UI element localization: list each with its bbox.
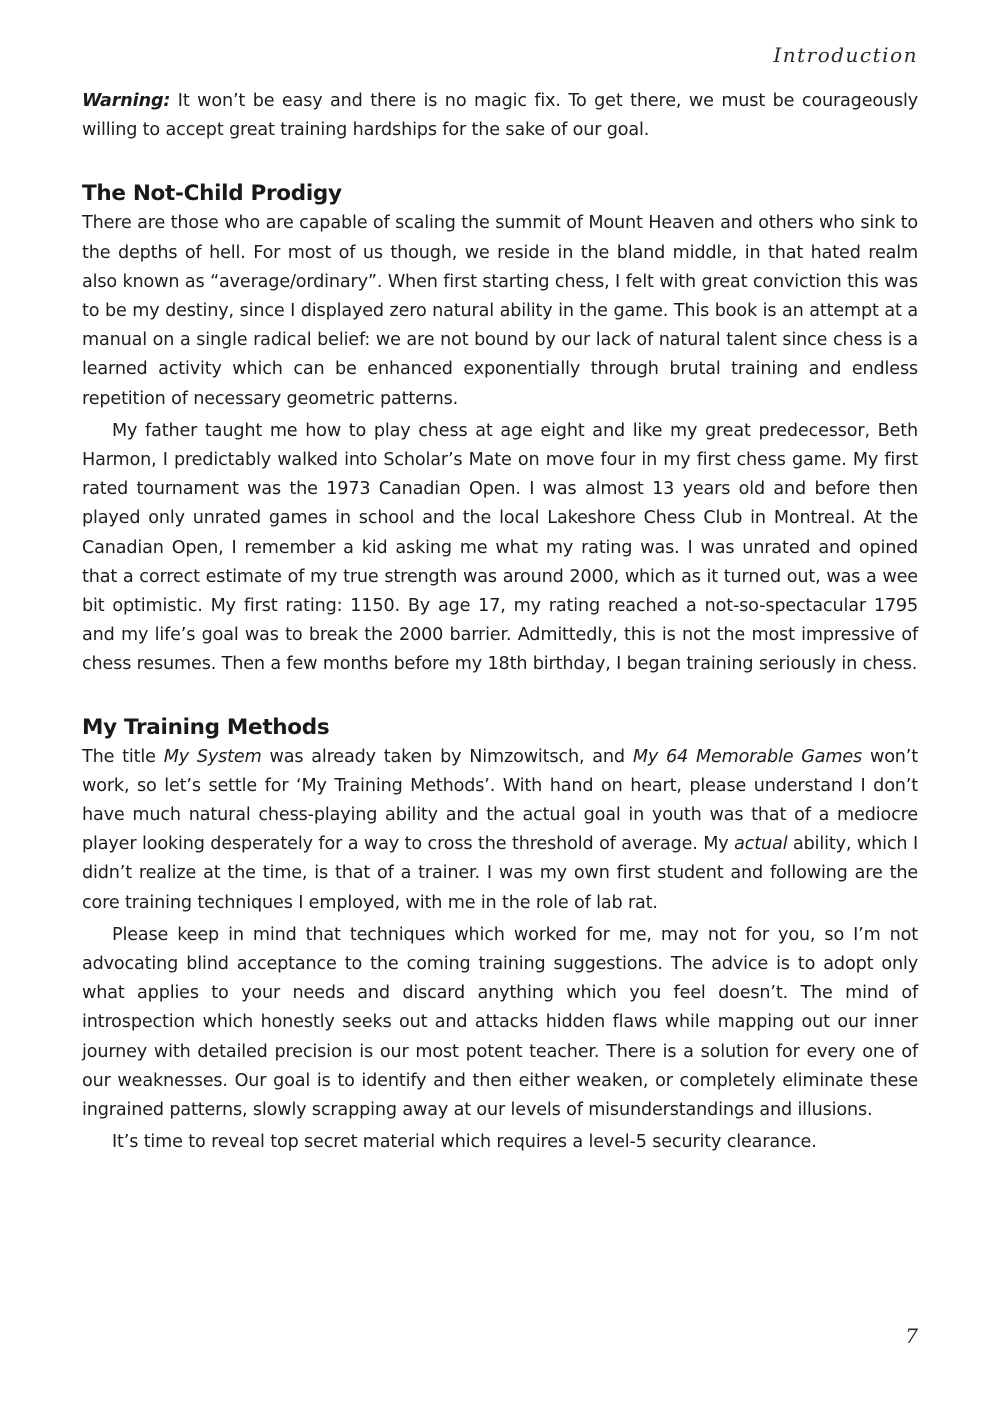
text-run: won’t work, so let’s settle for ‘My Training Methods’. With hand on heart, please understand I don’t have much natural chess-playing ability and the actual goal in youth was that of a mediocre player looking desperately for a way to cross the threshold of average. My: [82, 746, 919, 855]
body-text: [82, 87, 918, 1158]
paragraph: My father taught me how to play chess at age eight and like my great predecessor, Beth Harmon, I predictably walked into Scholar’s Mate on move four in my first chess game. My first rated tournament was the 1973 Canadian Open. I was almost 13 years old and before then played only unrated games in school and the local Lakeshore Chess Club in Montreal. At the Canadian Open, I remember a kid asking me what my rating was. I was unrated and opined that a correct estimate of my true strength was around 2000, which as it turned out, was a wee bit optimistic. My first rating: 1150. By age 17, my rating reached a not-so-spectacular 1795 and my life’s goal was to break the 2000 barrier. Admittedly, this is not the most impressive of chess resumes. Then a few months before my 18th birthday, I began training seriously in chess.: [82, 420, 918, 675]
warning-paragraph: [82, 87, 918, 145]
section-heading-training-methods: My Training Methods: [82, 714, 330, 740]
text-run: ability, which I didn’t realize at the time, is that of a trainer. I was my own first student and following are the core training techniques I employed, with me in the role of lab rat.: [82, 834, 919, 913]
text-run: The title: [82, 746, 164, 767]
paragraph: There are those who are capable of scaling the summit of Mount Heaven and others who sink to the depths of hell. For most of us though, we reside in the bland middle, in that hated realm also known as “average/ordinary”. When first starting chess, I felt with great conviction this was to be my destiny, since I displayed zero natural ability in the game. This book is an attempt at a manual on a single radical belief: we are not bound by our lack of natural talent since chess is a learned activity which can be enhanced exponentially through brutal training and endless repetition of necessary geometric patterns.: [82, 213, 918, 409]
page-number: 7: [905, 1324, 918, 1348]
warning-label: Warning:: [82, 91, 171, 111]
paragraph: Please keep in mind that techniques which worked for me, may not for you, so I’m not advocating blind acceptance to the coming training suggestions. The advice is to adopt only what applies to your needs and discard anything which you feel doesn’t. The mind of introspection which honestly seeks out and attacks hidden flaws while mapping out our inner journey with detailed precision is our most potent teacher. There is a solution for every one of our weaknesses. Our goal is to identify and then either weaken, or completely eliminate these ingrained patterns, slowly scrapping away at our levels of misunderstandings and illusions.: [82, 924, 918, 1121]
text-run: was already taken by Nimzowitsch, and: [261, 746, 633, 767]
running-head: Introduction: [773, 43, 918, 67]
italic-title: My 64 Memorable Games: [632, 746, 863, 767]
paragraph: It’s time to reveal top secret material which requires a level-5 security clearance.: [112, 1132, 817, 1153]
italic-emphasis: actual: [734, 834, 788, 855]
italic-title: My System: [163, 746, 262, 767]
book-page: [82, 0, 918, 1412]
warning-text: It won’t be easy and there is no magic fix. To get there, we must be courageously willing to accept great training hardships for the sake of our goal.: [82, 91, 918, 141]
section-heading-not-child-prodigy: The Not-Child Prodigy: [82, 181, 342, 207]
paragraph: [82, 743, 918, 918]
